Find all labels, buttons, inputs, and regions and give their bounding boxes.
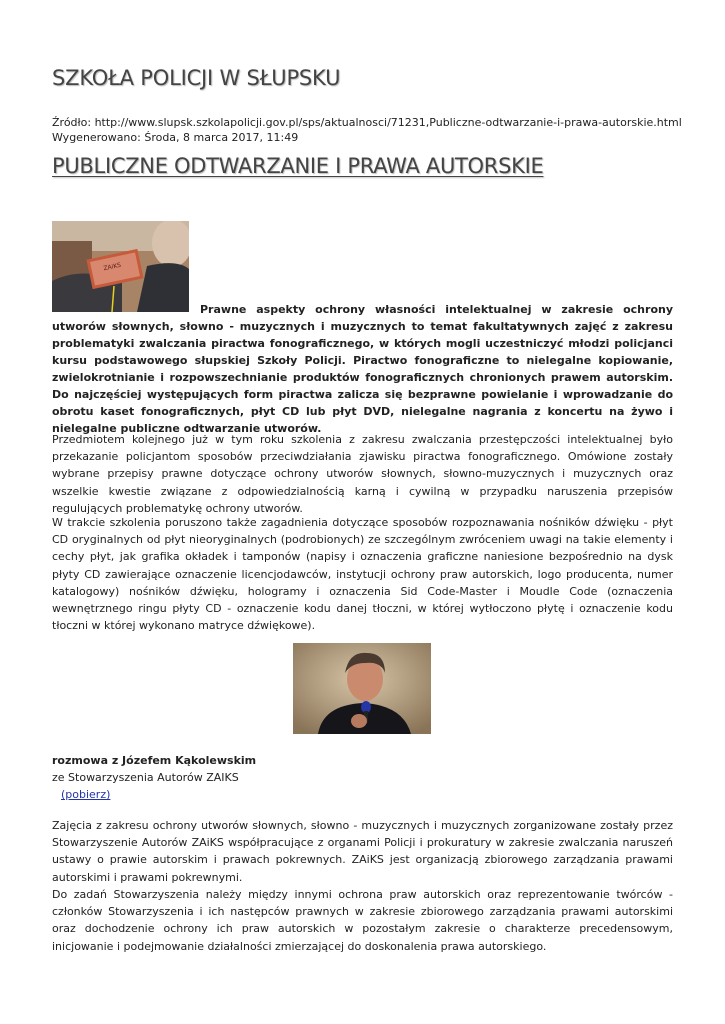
caption-org: ze Stowarzyszenia Autorów ZAIKS xyxy=(52,771,239,784)
training-photo xyxy=(52,221,189,312)
download-link[interactable]: (pobierz) xyxy=(61,788,111,801)
paragraph-3: Zajęcia z zakresu ochrony utworów słownych, słowno - muzycznych i muzycznych zorganizowane zostały przez Stowarzyszenie Autorów ZAiKS współpracujące z organami Policji i prokuratury w zakresie zwalczania naruszeń ustawy o prawie autorskim i prawach pokrewnych. ZAiKS jest organizacją zbiorowego zarządzania prawami autorskimi i prawami pokrewnymi. xyxy=(52,819,673,884)
source-line: Źródło: http://www.slupsk.szkolapolicji.gov.pl/sps/aktualnosci/71231,Publiczne-odtwarzanie-i-prawa-autorskie.html xyxy=(52,116,682,129)
paragraph-2: W trakcie szkolenia poruszono także zagadnienia dotyczące sposobów rozpoznawania nośników dźwięku - płyt CD oryginalnych od płyt nieoryginalnych (podrobionych) ze szczególnym zwróceniem uwagi na takie elementy i cechy płyt, jak grafika okładek i tamponów (napisy i oznaczenia graficzne naniesione bezpośrednio na dysk płyty CD zawierające oznaczenie licencjodawców, instytucji ochrony praw autorskich, logo producenta, numer katalogowy) nośników dźwięku, hologramy i oznaczenia Sid Code-Master i Moudle Code (oznaczenia wewnętrznego ringu płyty CD - oznaczenie kodu danej tłoczni, w której wytłoczono płytę i oznaczenie kodu tłoczni w której wykonano matryce dźwiękowe). xyxy=(52,516,673,633)
interview-caption xyxy=(52,752,256,803)
generated-line: Wygenerowano: Środa, 8 marca 2017, 11:49 xyxy=(52,131,299,144)
site-title: SZKOŁA POLICJI W SŁUPSKU xyxy=(52,66,341,90)
article-lead xyxy=(52,301,673,437)
meta-info xyxy=(52,115,682,145)
article-title: PUBLICZNE ODTWARZANIE I PRAWA AUTORSKIE xyxy=(52,154,544,178)
lead-text: Prawne aspekty ochrony własności intelektualnej w zakresie ochrony utworów słownych, słowno - muzycznych i muzycznych to temat fakultatywnych zajęć z zakresu problematyki zwalczania piractwa fonograficznego, w których mogli uczestniczyć młodzi policjanci kursu podstawowego słupskiej Szkoły Policji. Piractwo fonograficzne to nielegalne kopiowanie, zwielokrotnianie i rozpowszechnianie produktów fonograficznych chronionych prawem autorskim. Do najczęściej występujących form piractwa zalicza się bezprawne powielanie i wprowadzanie do obrotu kaset fonograficznych, płyt CD lub płyt DVD, nielegalne nagrania z koncertu na żywo i nielegalne publiczne odtwarzanie utworów. xyxy=(52,303,673,435)
paragraph-1: Przedmiotem kolejnego już w tym roku szkolenia z zakresu zwalczania przestępczości intelektualnej było przekazanie policjantom sposobów przeciwdziałania zjawisku piractwa fonograficznego. Omówione zostały wybrane przepisy prawne dotyczące ochrony utworów słownych, słowno-muzycznych i muzycznych oraz wszelkie kwestie związane z odpowiedzialnością karną i cywilną w przypadku naruszenia przepisów regulujących problematykę ochrony utworów. xyxy=(52,433,673,515)
interview-photo xyxy=(293,643,431,734)
caption-title: rozmowa z Józefem Kąkolewskim xyxy=(52,754,257,767)
paragraph-4: Do zadań Stowarzyszenia należy między innymi ochrona praw autorskich oraz reprezentowanie twórców - członków Stowarzyszenia i ich następców prawnych w zakresie zbiorowego zarządzania prawami autorskimi oraz dochodzenie ochrony ich praw autorskich w pozostałym zakresie o charakterze precedensowym, inicjowanie i podejmowanie działalności zmierzającej do doskonalenia prawa autorskiego. xyxy=(52,888,673,953)
book-label: ZAiKS xyxy=(102,261,122,273)
